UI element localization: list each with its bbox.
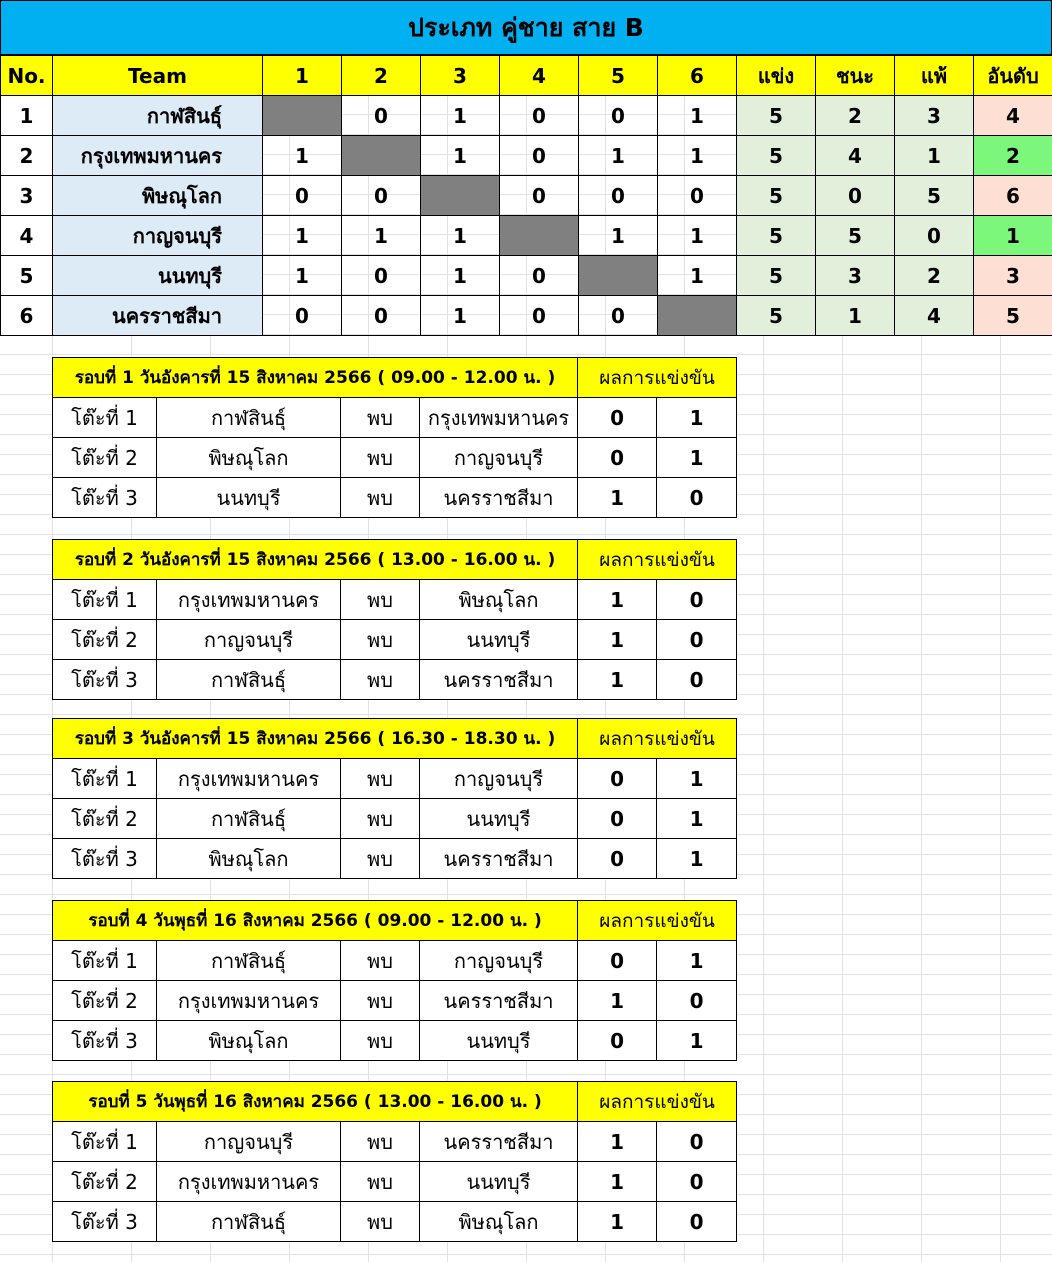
away-score: 0 (657, 620, 737, 660)
team-row (1, 216, 1052, 256)
vs-label: พบ (341, 1021, 420, 1061)
home-score: 0 (578, 1021, 657, 1061)
result-cell: 0 (500, 256, 579, 296)
away-score: 1 (657, 941, 737, 981)
round-1-table (52, 357, 737, 518)
home-team: กาฬสินธุ์ (157, 941, 341, 981)
result-cell: 1 (421, 256, 500, 296)
table-label: โต๊ะที่ 2 (53, 981, 157, 1021)
vs-label: พบ (341, 1202, 420, 1242)
header-opp-5: 5 (579, 56, 658, 96)
home-score: 1 (578, 981, 657, 1021)
vs-label: พบ (341, 398, 420, 438)
away-team: นครราชสีมา (420, 660, 578, 700)
played-cell: 5 (737, 256, 816, 296)
match-row (53, 1202, 737, 1242)
away-score: 0 (657, 981, 737, 1021)
result-label: ผลการแข่งขัน (578, 540, 737, 580)
round-header (53, 901, 737, 941)
round-3-table (52, 718, 737, 879)
home-score: 0 (578, 438, 657, 478)
result-cell: 1 (658, 216, 737, 256)
table-label: โต๊ะที่ 2 (53, 799, 157, 839)
won-cell: 1 (816, 296, 895, 336)
home-score: 1 (578, 1202, 657, 1242)
won-cell: 0 (816, 176, 895, 216)
table-label: โต๊ะที่ 2 (53, 620, 157, 660)
lost-cell: 5 (895, 176, 974, 216)
team-name: กรุงเทพมหานคร (53, 136, 263, 176)
result-cell: 1 (579, 136, 658, 176)
away-team: นครราชสีมา (420, 839, 578, 879)
home-team: กาฬสินธุ์ (157, 398, 341, 438)
result-cell: 1 (658, 136, 737, 176)
home-team: พิษณุโลก (157, 839, 341, 879)
home-team: กรุงเทพมหานคร (157, 981, 341, 1021)
away-score: 0 (657, 580, 737, 620)
team-no: 4 (1, 216, 53, 256)
away-team: กาญจนบุรี (420, 759, 578, 799)
table-label: โต๊ะที่ 3 (53, 478, 157, 518)
table-label: โต๊ะที่ 3 (53, 839, 157, 879)
away-team: กาญจนบุรี (420, 941, 578, 981)
table-label: โต๊ะที่ 3 (53, 1202, 157, 1242)
table-label: โต๊ะที่ 1 (53, 398, 157, 438)
table-label: โต๊ะที่ 1 (53, 580, 157, 620)
home-team: กาฬสินธุ์ (157, 660, 341, 700)
round-header (53, 358, 737, 398)
lost-cell: 1 (895, 136, 974, 176)
header-opp-1: 1 (263, 56, 342, 96)
header-opp-6: 6 (658, 56, 737, 96)
rank-cell: 1 (974, 216, 1052, 256)
rank-cell: 6 (974, 176, 1052, 216)
match-row (53, 620, 737, 660)
vs-label: พบ (341, 660, 420, 700)
round-title: รอบที่ 4 วันพุธที่ 16 สิงหาคม 2566 ( 09.00 - 12.00 น. ) (53, 901, 578, 941)
team-no: 6 (1, 296, 53, 336)
page-title: ประเภท คู่ชาย สาย B (0, 0, 1052, 55)
home-score: 1 (578, 580, 657, 620)
result-cell: 0 (500, 96, 579, 136)
rank-cell: 3 (974, 256, 1052, 296)
home-score: 1 (578, 478, 657, 518)
played-cell: 5 (737, 136, 816, 176)
match-row (53, 1021, 737, 1061)
result-cell: 0 (500, 296, 579, 336)
result-label: ผลการแข่งขัน (578, 719, 737, 759)
away-team: นครราชสีมา (420, 478, 578, 518)
team-row (1, 176, 1052, 216)
match-row (53, 839, 737, 879)
home-team: กรุงเทพมหานคร (157, 759, 341, 799)
header-won: ชนะ (816, 56, 895, 96)
away-team: กรุงเทพมหานคร (420, 398, 578, 438)
table-label: โต๊ะที่ 1 (53, 1122, 157, 1162)
rank-cell: 2 (974, 136, 1052, 176)
rank-cell: 5 (974, 296, 1052, 336)
header-opp-3: 3 (421, 56, 500, 96)
table-label: โต๊ะที่ 3 (53, 660, 157, 700)
vs-label: พบ (341, 478, 420, 518)
team-no: 3 (1, 176, 53, 216)
result-cell: 0 (658, 176, 737, 216)
team-name: นนทบุรี (53, 256, 263, 296)
away-score: 1 (657, 759, 737, 799)
home-team: กรุงเทพมหานคร (157, 1162, 341, 1202)
vs-label: พบ (341, 580, 420, 620)
result-cell: 0 (579, 176, 658, 216)
team-row (1, 296, 1052, 336)
result-cell: 1 (421, 136, 500, 176)
vs-label: พบ (341, 1122, 420, 1162)
round-title: รอบที่ 5 วันพุธที่ 16 สิงหาคม 2566 ( 13.00 - 16.00 น. ) (53, 1082, 578, 1122)
result-cell: 1 (658, 96, 737, 136)
result-cell: 1 (263, 136, 342, 176)
result-cell: 0 (263, 296, 342, 336)
away-score: 1 (657, 438, 737, 478)
result-cell: 1 (421, 96, 500, 136)
away-score: 0 (657, 1122, 737, 1162)
table-label: โต๊ะที่ 2 (53, 1162, 157, 1202)
team-row (1, 96, 1052, 136)
match-row (53, 660, 737, 700)
vs-label: พบ (341, 799, 420, 839)
self-match-cell (500, 216, 579, 256)
round-header (53, 719, 737, 759)
result-cell: 1 (579, 216, 658, 256)
rank-cell: 4 (974, 96, 1052, 136)
away-score: 0 (657, 1202, 737, 1242)
away-score: 0 (657, 478, 737, 518)
played-cell: 5 (737, 96, 816, 136)
match-row (53, 759, 737, 799)
result-label: ผลการแข่งขัน (578, 1082, 737, 1122)
away-team: นครราชสีมา (420, 1122, 578, 1162)
result-cell: 1 (421, 296, 500, 336)
result-cell: 1 (658, 256, 737, 296)
away-score: 1 (657, 1021, 737, 1061)
result-cell: 0 (263, 176, 342, 216)
standings-table (0, 55, 1052, 336)
self-match-cell (579, 256, 658, 296)
round-title: รอบที่ 1 วันอังคารที่ 15 สิงหาคม 2566 ( 09.00 - 12.00 น. ) (53, 358, 578, 398)
played-cell: 5 (737, 216, 816, 256)
result-label: ผลการแข่งขัน (578, 901, 737, 941)
played-cell: 5 (737, 296, 816, 336)
home-team: กรุงเทพมหานคร (157, 580, 341, 620)
round-title: รอบที่ 2 วันอังคารที่ 15 สิงหาคม 2566 ( 13.00 - 16.00 น. ) (53, 540, 578, 580)
away-team: นครราชสีมา (420, 981, 578, 1021)
home-score: 0 (578, 799, 657, 839)
away-team: พิษณุโลก (420, 580, 578, 620)
vs-label: พบ (341, 839, 420, 879)
match-row (53, 981, 737, 1021)
result-cell: 0 (342, 256, 421, 296)
away-team: พิษณุโลก (420, 1202, 578, 1242)
header-opp-4: 4 (500, 56, 579, 96)
home-score: 0 (578, 759, 657, 799)
home-team: กาญจนบุรี (157, 1122, 341, 1162)
header-rank: อันดับ (974, 56, 1052, 96)
result-cell: 0 (342, 96, 421, 136)
result-cell: 0 (500, 136, 579, 176)
header-lost: แพ้ (895, 56, 974, 96)
header-played: แข่ง (737, 56, 816, 96)
vs-label: พบ (341, 981, 420, 1021)
result-cell: 0 (500, 176, 579, 216)
away-score: 0 (657, 660, 737, 700)
away-score: 1 (657, 839, 737, 879)
result-cell: 1 (421, 216, 500, 256)
home-score: 0 (578, 839, 657, 879)
home-score: 0 (578, 398, 657, 438)
team-no: 5 (1, 256, 53, 296)
away-score: 1 (657, 799, 737, 839)
team-row (1, 256, 1052, 296)
result-cell: 0 (342, 176, 421, 216)
table-label: โต๊ะที่ 2 (53, 438, 157, 478)
won-cell: 3 (816, 256, 895, 296)
result-cell: 1 (263, 216, 342, 256)
round-5-table (52, 1081, 737, 1242)
header-no: No. (1, 56, 53, 96)
team-row (1, 136, 1052, 176)
home-team: นนทบุรี (157, 478, 341, 518)
round-2-table (52, 539, 737, 700)
away-team: นนทบุรี (420, 799, 578, 839)
table-label: โต๊ะที่ 1 (53, 941, 157, 981)
match-row (53, 580, 737, 620)
table-label: โต๊ะที่ 3 (53, 1021, 157, 1061)
played-cell: 5 (737, 176, 816, 216)
away-score: 0 (657, 1162, 737, 1202)
home-score: 1 (578, 1162, 657, 1202)
standings-header-row (1, 56, 1052, 96)
match-row (53, 941, 737, 981)
round-title: รอบที่ 3 วันอังคารที่ 15 สิงหาคม 2566 ( 16.30 - 18.30 น. ) (53, 719, 578, 759)
vs-label: พบ (341, 620, 420, 660)
team-name: พิษณุโลก (53, 176, 263, 216)
result-cell: 0 (342, 296, 421, 336)
away-score: 1 (657, 398, 737, 438)
won-cell: 2 (816, 96, 895, 136)
result-cell: 0 (579, 96, 658, 136)
vs-label: พบ (341, 759, 420, 799)
home-team: กาฬสินธุ์ (157, 799, 341, 839)
self-match-cell (421, 176, 500, 216)
home-score: 1 (578, 660, 657, 700)
home-team: กาญจนบุรี (157, 620, 341, 660)
team-no: 2 (1, 136, 53, 176)
home-score: 1 (578, 620, 657, 660)
won-cell: 4 (816, 136, 895, 176)
team-name: กาฬสินธุ์ (53, 96, 263, 136)
home-team: พิษณุโลก (157, 1021, 341, 1061)
vs-label: พบ (341, 941, 420, 981)
table-label: โต๊ะที่ 1 (53, 759, 157, 799)
result-cell: 0 (579, 296, 658, 336)
vs-label: พบ (341, 438, 420, 478)
self-match-cell (342, 136, 421, 176)
home-score: 0 (578, 941, 657, 981)
home-score: 1 (578, 1122, 657, 1162)
lost-cell: 4 (895, 296, 974, 336)
result-cell: 1 (263, 256, 342, 296)
lost-cell: 2 (895, 256, 974, 296)
team-no: 1 (1, 96, 53, 136)
match-row (53, 398, 737, 438)
home-team: พิษณุโลก (157, 438, 341, 478)
result-label: ผลการแข่งขัน (578, 358, 737, 398)
lost-cell: 3 (895, 96, 974, 136)
team-name: กาญจนบุรี (53, 216, 263, 256)
header-opp-2: 2 (342, 56, 421, 96)
match-row (53, 438, 737, 478)
round-header (53, 1082, 737, 1122)
match-row (53, 1122, 737, 1162)
away-team: นนทบุรี (420, 1162, 578, 1202)
match-row (53, 799, 737, 839)
match-row (53, 1162, 737, 1202)
result-cell: 1 (342, 216, 421, 256)
away-team: กาญจนบุรี (420, 438, 578, 478)
lost-cell: 0 (895, 216, 974, 256)
round-header (53, 540, 737, 580)
header-team: Team (53, 56, 263, 96)
away-team: นนทบุรี (420, 620, 578, 660)
round-4-table (52, 900, 737, 1061)
match-row (53, 478, 737, 518)
team-name: นครราชสีมา (53, 296, 263, 336)
self-match-cell (263, 96, 342, 136)
self-match-cell (658, 296, 737, 336)
home-team: กาฬสินธุ์ (157, 1202, 341, 1242)
won-cell: 5 (816, 216, 895, 256)
away-team: นนทบุรี (420, 1021, 578, 1061)
vs-label: พบ (341, 1162, 420, 1202)
